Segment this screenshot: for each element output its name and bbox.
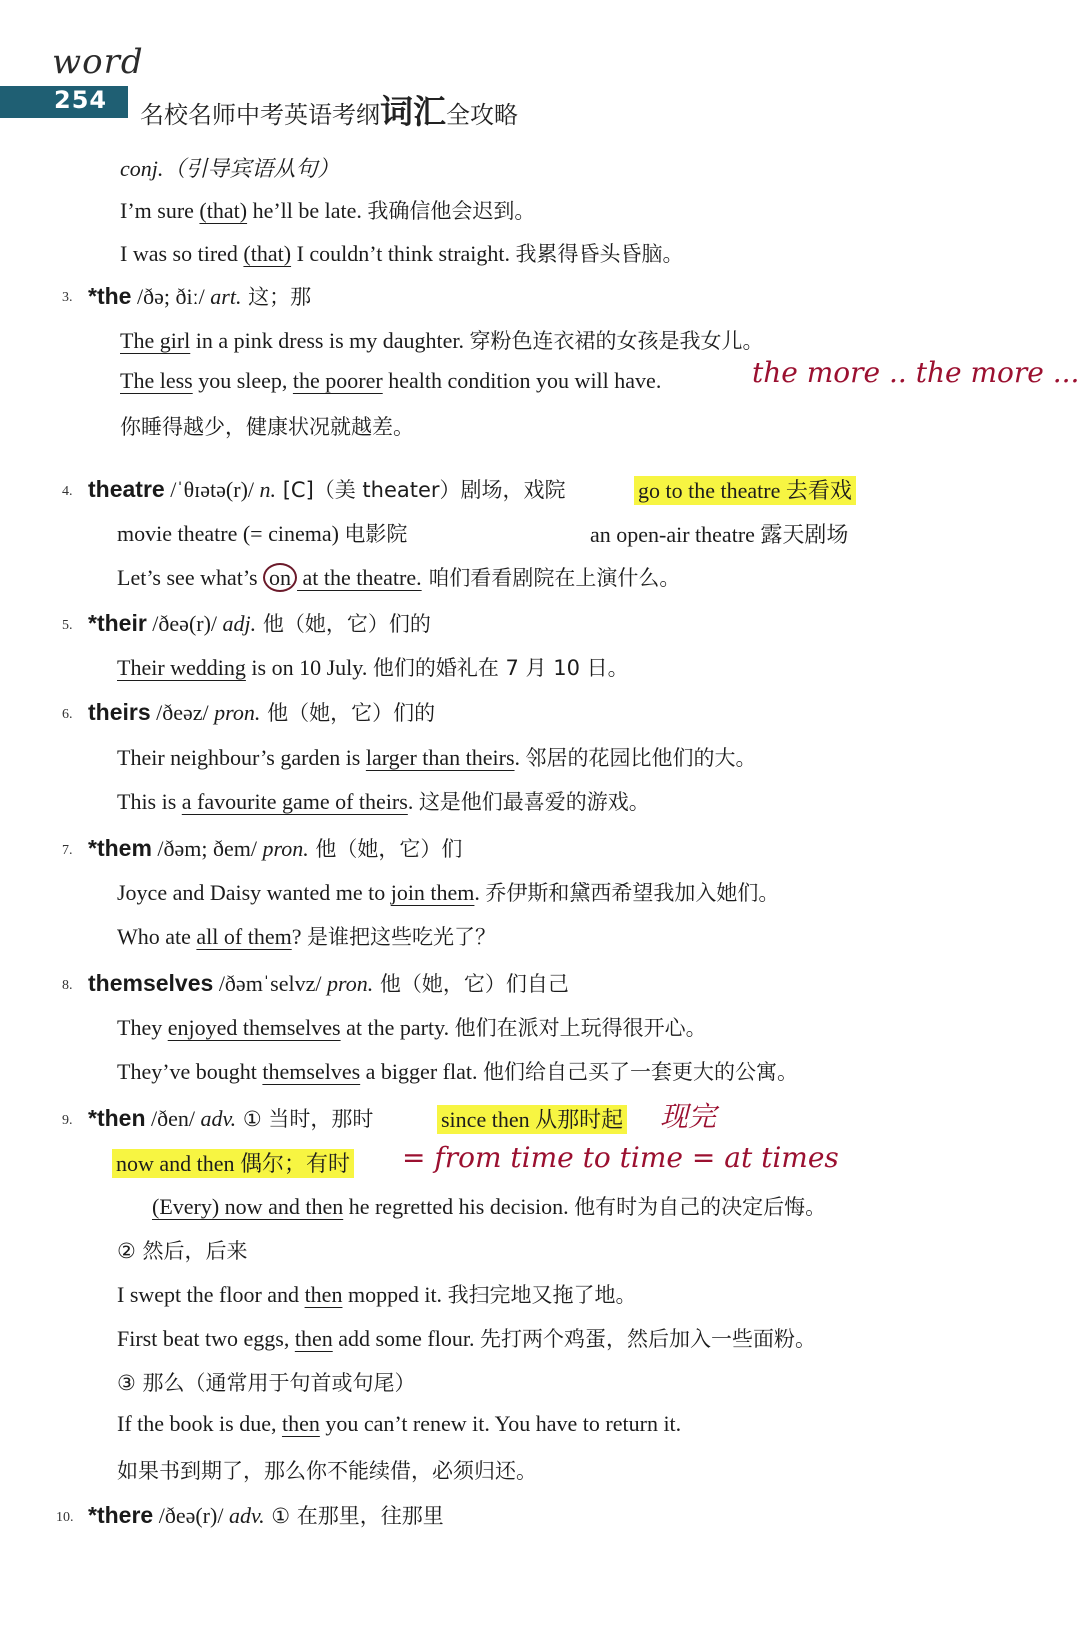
entry-headline [88,697,435,727]
translation: 穿粉色连衣裙的女孩是我女儿。 [469,329,764,353]
translation: 你睡得越少，健康状况就越差。 [120,415,414,439]
entry-number: 9. [62,1113,73,1128]
entry-headline [88,608,431,638]
translation: 我确信他会迟到。 [367,199,536,223]
highlight: now and then 偶尔；有时 [112,1149,354,1178]
line-text: Their neighbour’s garden is [117,745,366,770]
headword: *their [88,610,147,636]
example-line [117,1279,637,1309]
underlined-phrase: a favourite game of theirs [181,789,408,814]
line-text: I’m sure [120,198,200,223]
translation: 如果书到期了，那么你不能续借，必须归还。 [117,1459,537,1483]
headword: *them [88,835,152,861]
translation: 我扫完地又拖了地。 [447,1283,637,1307]
translation: 他们的婚礼在 7 月 10 日。 [372,656,629,680]
meaning: [C]（美 theater）剧场，戏院 [276,478,566,502]
example-line [120,238,684,268]
underlined-phrase: at the theatre. [297,565,422,590]
header-word-label: word [52,42,144,82]
phonetic: /ðəmˈselvz/ [213,971,327,996]
entry-number: 10. [56,1510,74,1525]
line-text: he’ll be late. [247,198,368,223]
meaning: ① 当时，那时 [236,1107,374,1131]
part-of-speech: adv. [228,1503,265,1528]
part-of-speech: pron. [214,700,261,725]
translation: 电影院 [344,522,408,546]
line-text: If the book is due, [117,1411,282,1436]
headword: *there [88,1502,154,1528]
example-line-right [590,518,848,549]
line-text: you can’t renew it. You have to return it. [319,1411,682,1436]
phonetic: /ðen/ [145,1106,201,1131]
line-text: This is [117,789,182,814]
meaning: 这；那 [241,285,312,309]
highlighted-phrase [634,474,856,505]
underlined-phrase: all of them [196,924,292,949]
example-line [117,1012,707,1042]
entry-headline [88,474,566,504]
line-text: conj.（引导宾语从句） [120,156,340,181]
phonetic: /ðeə(r)/ [146,611,223,636]
line-text: health condition you will have. [382,368,662,393]
translation: 我累得昏头昏脑。 [515,242,684,266]
meaning: 他（她，它）们自己 [373,972,569,996]
handwritten-note: 现完 [660,1100,717,1133]
underlined-phrase: (Every) now and then [152,1194,344,1219]
headword: *the [88,283,132,309]
circled-word: on [263,563,297,592]
handwritten-note: = from time to time = at times [402,1141,839,1174]
translation: 咱们看看剧院在上演什么。 [421,566,681,590]
headword: themselves [88,970,214,996]
line-text: I swept the floor and [117,1282,305,1307]
example-line [117,1455,537,1485]
underlined-phrase: the poorer [292,368,383,393]
part-of-speech: adj. [222,611,257,636]
underlined-phrase: The less [120,368,193,393]
translation: 乔伊斯和黛西希望我加入她们。 [485,881,780,905]
example-line [120,195,535,225]
translation: 他们给自己买了一套更大的公寓。 [482,1060,798,1084]
entry-number: 6. [62,707,73,722]
line-text: ? [291,924,307,949]
example-line [117,652,629,682]
underlined-phrase: then [304,1282,343,1307]
part-of-speech: n. [259,477,277,502]
entry-number: 5. [62,618,73,633]
line-text: movie theatre (= cinema) [117,521,345,546]
line-text: . [474,880,486,905]
meaning: 他（她，它）们的 [256,612,431,636]
phonetic: /ˈθɪətə(r)/ [164,477,260,502]
line-text: an open-air theatre 露天剧场 [590,522,849,547]
example-line [117,1323,816,1353]
line-text: he regretted his decision. [343,1194,575,1219]
translation: 邻居的花园比他们的大。 [525,746,757,770]
highlighted-phrase [112,1147,354,1178]
book-title-part: 全攻略 [446,101,518,129]
underlined-phrase: The girl [120,328,191,353]
example-line [120,411,414,441]
underlined-phrase: enjoyed themselves [167,1015,341,1040]
underlined-phrase: larger than theirs [365,745,515,770]
underlined-phrase: join them [390,880,475,905]
underlined-phrase: themselves [262,1059,361,1084]
underlined-phrase: Their wedding [117,655,246,680]
translation: 这是他们最喜爱的游戏。 [418,790,650,814]
entry-headline [88,281,311,311]
entry-number: 8. [62,978,73,993]
line-text: add some flour. [332,1326,480,1351]
line-text: in a pink dress is my daughter. [190,328,470,353]
example-line [117,742,757,772]
underlined-phrase: then [294,1326,333,1351]
entry-number: 7. [62,843,73,858]
line-text: They [117,1015,168,1040]
line-text: you sleep, [192,368,293,393]
headword: theatre [88,476,165,502]
meaning: 他（她，它）们的 [260,701,436,725]
headword: *then [88,1105,146,1131]
underlined-phrase: (that) [243,241,292,266]
translation: 他们在派对上玩得很开心。 [454,1016,707,1040]
line-text: Joyce and Daisy wanted me to [117,880,391,905]
sense: ② 然后，后来 [117,1239,248,1263]
example-line [120,325,764,355]
line-text: They’ve bought [117,1059,263,1084]
entry-pos-line [120,152,339,183]
highlighted-phrase [437,1103,627,1134]
part-of-speech: art. [210,284,242,309]
entry-number: 4. [62,484,73,499]
example-line [117,518,407,548]
book-title [140,86,518,133]
line-text: I couldn’t think straight. [291,241,516,266]
example-line [117,877,779,907]
phonetic: /ðəm; ðem/ [151,836,263,861]
example-line [117,1411,681,1437]
part-of-speech: pron. [262,836,309,861]
line-text: is on 10 July. [245,655,373,680]
meaning: ① 在那里，往那里 [264,1504,444,1528]
highlight: since then 从那时起 [437,1105,627,1134]
underlined-phrase: (that) [199,198,248,223]
example-line [120,368,661,394]
sense: ③ 那么（通常用于句首或句尾） [117,1371,416,1395]
book-title-part: 名校名师中考英语考纲 [140,101,380,129]
entry-number: 3. [62,290,73,305]
line-text: mopped it. [342,1282,448,1307]
headword: theirs [88,699,151,725]
handwritten-note: the more .. the more ... [752,356,1080,389]
entry-headline [88,1103,373,1133]
line-text: First beat two eggs, [117,1326,295,1351]
translation: 先打两个鸡蛋，然后加入一些面粉。 [479,1327,816,1351]
page-number: 254 [54,86,108,114]
part-of-speech: adv. [200,1106,237,1131]
part-of-speech: pron. [326,971,374,996]
book-title-emphasis: 词汇 [380,92,446,131]
example-line [117,1056,798,1086]
highlight: go to the theatre 去看戏 [634,476,856,505]
example-line [152,1191,826,1221]
phonetic: /ðeəz/ [150,700,215,725]
entry-headline [88,968,569,998]
sense-line [117,1367,416,1397]
example-line [117,921,496,951]
line-text: Let’s see what’s [117,565,264,590]
sense-line [117,1235,248,1265]
phonetic: /ðə; ðiː/ [131,284,211,309]
example-line [117,786,650,816]
line-text: Who ate [117,924,197,949]
line-text: . [514,745,526,770]
entry-headline [88,833,462,863]
example-line [117,562,680,592]
line-text: a bigger flat. [360,1059,483,1084]
line-text: at the party. [340,1015,455,1040]
meaning: 他（她，它）们 [308,837,463,861]
translation: 是谁把这些吃光了？ [306,925,496,949]
translation: 他有时为自己的决定后悔。 [574,1195,827,1219]
underlined-phrase: then [281,1411,320,1436]
entry-headline [88,1500,444,1530]
line-text: I was so tired [120,241,244,266]
line-text: . [407,789,419,814]
phonetic: /ðeə(r)/ [153,1503,229,1528]
